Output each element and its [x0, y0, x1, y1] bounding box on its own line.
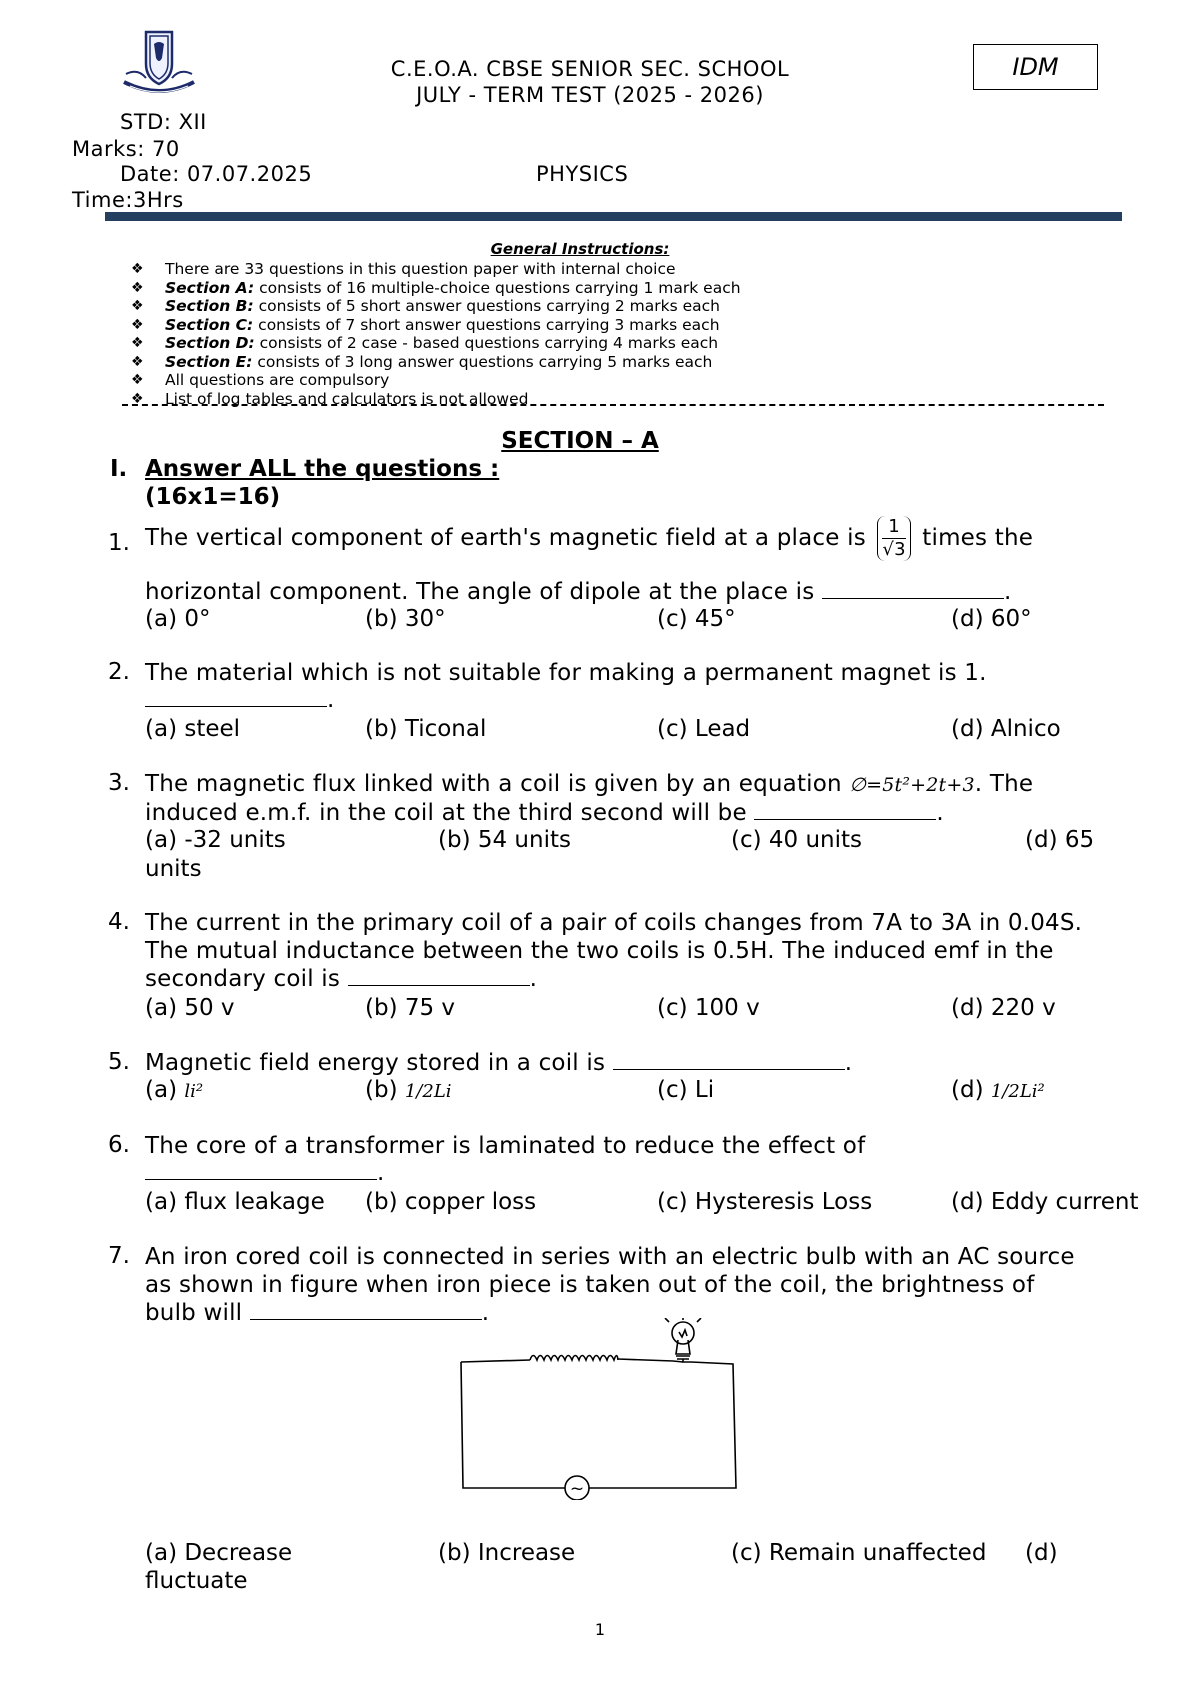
- option: (a) -32 units: [145, 827, 286, 853]
- circuit-diagram: [455, 1318, 745, 1500]
- option: (d) Alnico: [951, 716, 1061, 742]
- option: (c) Remain unaffected: [731, 1540, 987, 1566]
- option: (a) li²: [145, 1077, 204, 1103]
- question-number: 2.: [108, 659, 130, 685]
- answer-blank: [250, 1299, 482, 1320]
- option-wrap: units: [145, 856, 202, 882]
- answer-blank: [145, 1159, 377, 1180]
- option: (d): [1025, 1540, 1058, 1566]
- question-number: 4.: [108, 909, 130, 935]
- diamond-bullet-icon: ❖: [131, 390, 144, 407]
- question-1-text: The vertical component of earth's magnetic field at a place is $\frac{1}{√3}$ times the: [145, 516, 1034, 560]
- option: (a) Decrease: [145, 1540, 293, 1566]
- instruction-item: ❖ List of log tables and calculators is not allowed: [131, 389, 529, 408]
- option: (c) 40 units: [731, 827, 863, 853]
- date-label: Date: 07.07.2025: [120, 162, 313, 186]
- instruction-item: ❖ Section A: consists of 16 multiple-choice questions carrying 1 mark each: [131, 278, 741, 297]
- question-6-text: The core of a transformer is laminated to reduce the effect of: [145, 1133, 866, 1159]
- instruction-item: ❖ Section E: consists of 3 long answer questions carrying 5 marks each: [131, 352, 713, 371]
- answer-blank: [613, 1049, 845, 1070]
- section-marks: (16x1=16): [145, 484, 281, 510]
- question-4-line3: secondary coil is .: [145, 966, 538, 992]
- section-title: SECTION – A: [501, 428, 659, 454]
- question-2-blank-line: .: [145, 686, 335, 715]
- diamond-bullet-icon: ❖: [131, 316, 144, 333]
- question-6-blank-line: .: [145, 1159, 385, 1188]
- diamond-bullet-icon: ❖: [131, 279, 144, 296]
- answer-blank: [754, 799, 936, 820]
- option: (b) 1/2Li: [365, 1077, 452, 1103]
- answer-blank: [822, 578, 1004, 599]
- marks-label: Marks: 70: [72, 137, 180, 161]
- inductor-coil-icon: [530, 1356, 618, 1361]
- question-4-line2: The mutual inductance between the two coils is 0.5H. The induced emf in the: [145, 938, 1054, 964]
- option: (a) 0°: [145, 606, 211, 632]
- instruction-item: ❖ All questions are compulsory: [131, 371, 390, 389]
- instructions-title: General Instructions:: [490, 240, 670, 258]
- answer-blank: [348, 965, 530, 986]
- answer-blank: [145, 686, 327, 707]
- ac-symbol: ~: [569, 1479, 585, 1499]
- question-5-text: Magnetic field energy stored in a coil is .: [145, 1050, 853, 1076]
- question-number: 7.: [108, 1243, 130, 1269]
- question-7-line3: bulb will .: [145, 1300, 490, 1326]
- diamond-bullet-icon: ❖: [131, 298, 144, 314]
- option: (b) 75 v: [365, 995, 456, 1021]
- option: (c) Lead: [657, 716, 751, 742]
- option: (a) 50 v: [145, 995, 235, 1021]
- option: (d) 1/2Li²: [951, 1077, 1045, 1103]
- option: (a) steel: [145, 716, 241, 742]
- diamond-bullet-icon: ❖: [131, 335, 144, 351]
- option-wrap: fluctuate: [145, 1568, 248, 1594]
- question-7-line1: An iron cored coil is connected in series with an electric bulb with an AC source: [145, 1244, 1075, 1270]
- std-label: STD: XII: [120, 110, 207, 134]
- school-crest-logo: [118, 28, 200, 100]
- question-7-line2: as shown in figure when iron piece is taken out of the coil, the brightness of: [145, 1272, 1035, 1298]
- fraction: $\frac{1}{√3}$: [877, 516, 910, 561]
- option: (b) Ticonal: [365, 716, 487, 742]
- instruction-item: ❖ There are 33 questions in this question paper with internal choice: [131, 260, 676, 278]
- question-4-line1: The current in the primary coil of a pair of coils changes from 7A to 3A in 0.04S.: [145, 910, 1083, 936]
- option: (c) 45°: [657, 606, 736, 632]
- header-divider: [105, 212, 1122, 221]
- test-name: JULY - TERM TEST (2025 - 2026): [416, 83, 764, 107]
- option: (d) Eddy current: [951, 1189, 1139, 1215]
- question-3-line2: induced e.m.f. in the coil at the third second will be .: [145, 800, 944, 826]
- option: (b) 54 units: [438, 827, 571, 853]
- school-name: C.E.O.A. CBSE SENIOR SEC. SCHOOL: [390, 57, 790, 81]
- dashed-separator: [122, 404, 1104, 406]
- option: (b) copper loss: [365, 1189, 537, 1215]
- part-numeral: I.: [110, 456, 128, 482]
- option: (b) 30°: [365, 606, 446, 632]
- light-bulb-icon: [665, 1318, 701, 1362]
- school-header: [360, 56, 820, 108]
- question-number: 5.: [108, 1049, 130, 1075]
- circuit-wire: [618, 1359, 673, 1361]
- diamond-bullet-icon: ❖: [131, 261, 144, 277]
- circuit-wire: [589, 1362, 736, 1488]
- flux-equation: ∅=5t²+2t+3: [849, 774, 975, 796]
- circuit-wire: [461, 1360, 530, 1362]
- page-number: 1: [594, 1620, 606, 1639]
- subject-label: PHYSICS: [536, 162, 629, 186]
- instruction-item: ❖ Section C: consists of 7 short answer questions carrying 3 marks each: [131, 315, 720, 334]
- circuit-wire: [461, 1362, 565, 1488]
- option: (d) 220 v: [951, 995, 1056, 1021]
- instructions-list: [131, 260, 741, 408]
- option: (c) Li: [657, 1077, 715, 1103]
- section-heading: Answer ALL the questions :: [145, 456, 500, 482]
- diamond-bullet-icon: ❖: [131, 353, 144, 370]
- instruction-item: ❖ Section D: consists of 2 case - based questions carrying 4 marks each: [131, 334, 719, 352]
- question-3-text: The magnetic flux linked with a coil is given by an equation ∅=5t²+2t+3. The: [145, 771, 1034, 797]
- question-2-text: The material which is not suitable for making a permanent magnet is 1.: [145, 660, 987, 686]
- question-number: 1.: [108, 530, 130, 556]
- option: (b) Increase: [438, 1540, 576, 1566]
- option: (d) 60°: [951, 606, 1032, 632]
- option: (c) 100 v: [657, 995, 760, 1021]
- question-number: 6.: [108, 1132, 130, 1158]
- diamond-bullet-icon: ❖: [131, 372, 144, 388]
- time-label: Time:3Hrs: [72, 188, 184, 212]
- instruction-item: ❖ Section B: consists of 5 short answer questions carrying 2 marks each: [131, 297, 720, 315]
- option: (a) flux leakage: [145, 1189, 325, 1215]
- option: (d) 65: [1025, 827, 1095, 853]
- question-1-line2: horizontal component. The angle of dipole at the place is .: [145, 579, 1012, 605]
- question-number: 3.: [108, 770, 130, 796]
- option: (c) Hysteresis Loss: [657, 1189, 873, 1215]
- paper-code-box: IDM: [973, 44, 1098, 90]
